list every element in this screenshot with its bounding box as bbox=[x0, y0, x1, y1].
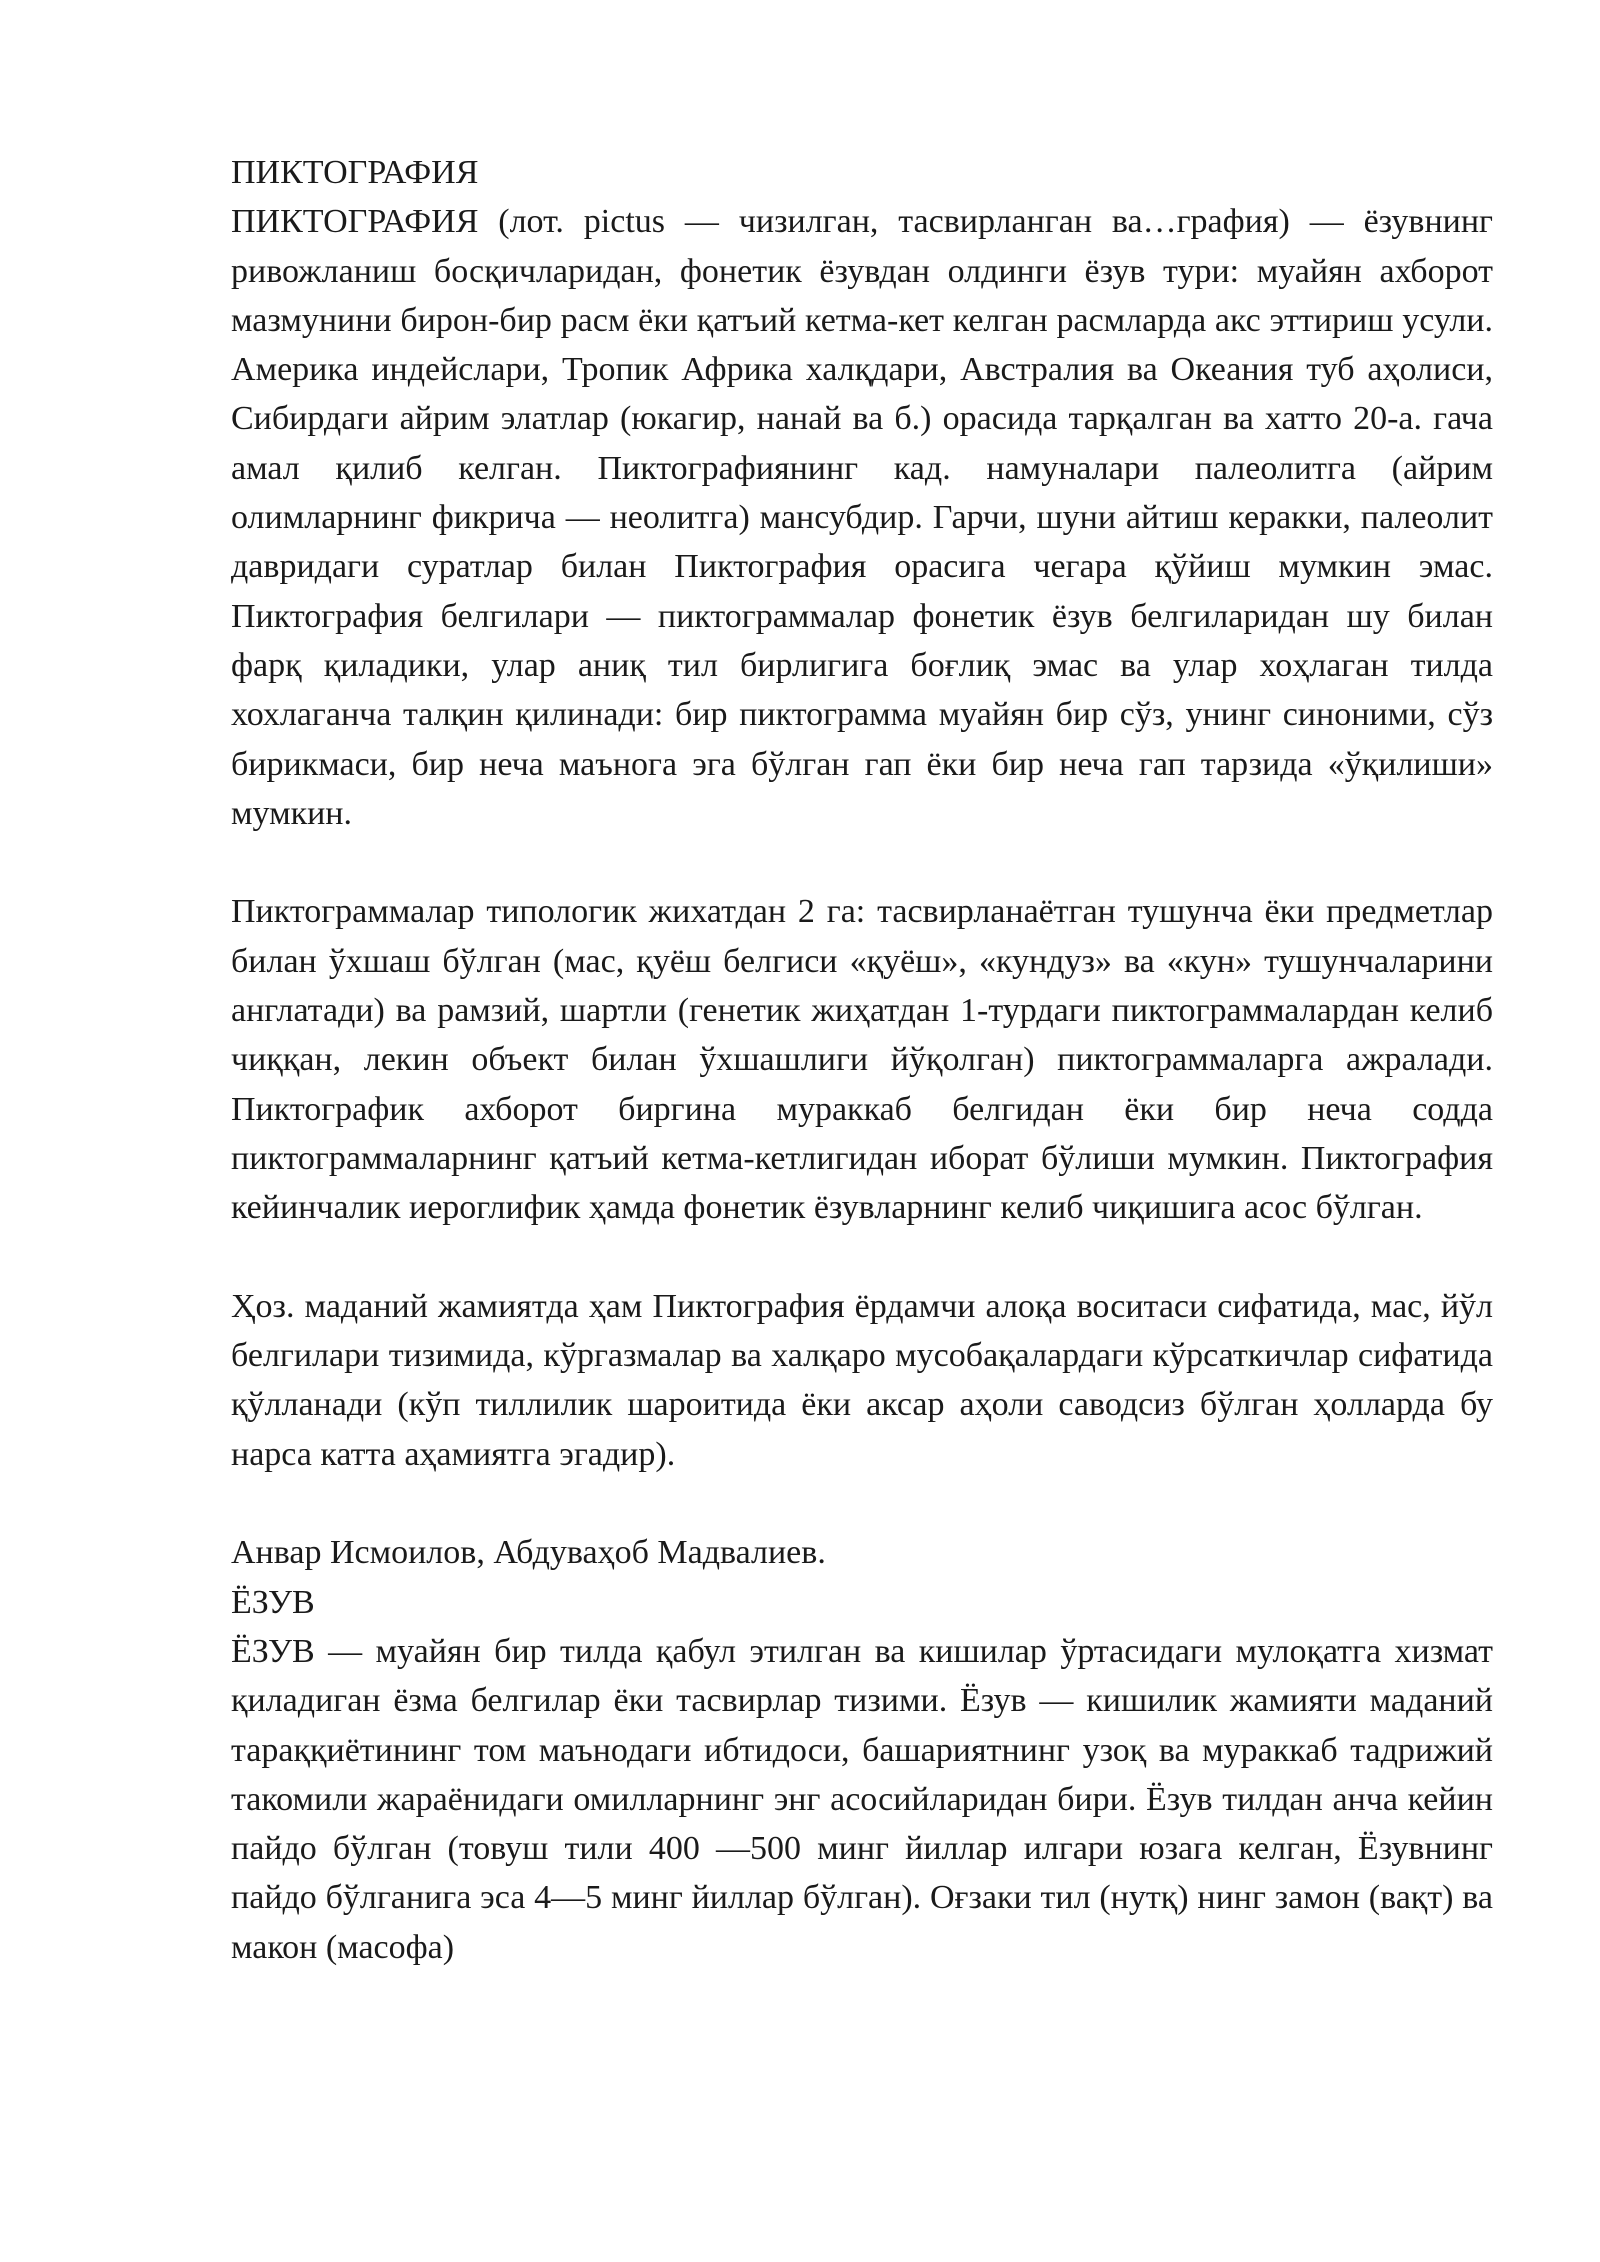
pictography-paragraph-modern-use: Ҳоз. маданий жамиятда ҳам Пиктография ёрдамчи алоқа воситаси сифатида, мас, йўл белгилари тизимида, кўргазмалар ва халқаро мусобақалардаги кўрсаткичлар сифатида қўлланади (кўп тиллилик шароитида ёки аксар аҳоли саводсиз бўлган ҳолларда бу нарса катта аҳамиятга эгадир). bbox=[231, 1287, 1493, 1473]
document-page bbox=[231, 148, 1493, 1972]
pictography-paragraph-typology: Пиктограммалар типологик жихатдан 2 га: тасвирланаётган тушунча ёки предметлар билан ўхшаш бўлган (мас, қуёш белгиси «қуёш», «кундуз» ва «кун» тушунчаларини англатади) ва рамзий, шартли (генетик жиҳатдан 1-турдаги пиктограммалардан келиб чиққан, лекин объект билан ўхшашлиги йўқолган) пиктограммаларга ажралади. Пиктографик ахборот биргина мураккаб белгидан ёки бир неча содда пиктограммаларнинг қатъий кетма-кетлигидан иборат бўлиши мумкин. Пиктография кейинчалик иероглифик ҳамда фонетик ёзувларнинг келиб чиқишига асос бўлган. bbox=[231, 893, 1493, 1227]
paragraph-spacer bbox=[231, 838, 1493, 887]
section-heading-pictography: ПИКТОГРАФИЯ bbox=[231, 154, 479, 191]
pictography-paragraph-definition: ПИКТОГРАФИЯ (лот. pictus — чизилган, тасвирланган ва…графия) — ёзувнинг ривожланиш босқичларидан, фонетик ёзувдан олдинги ёзув тури: муайян ахборот мазмунини бирон-бир расм ёки қатъий кетма-кет келган расмларда акс эттириш усули. Америка индейслари, Тропик Африка халқдари, Австралия ва Океания туб аҳолиси, Сибирдаги айрим элатлар (юкагир, нанай ва б.) орасида тарқалган ва хатто 20-а. гача амал қилиб келган. Пиктографиянинг кад. намуналари палеолитга (айрим олимларнинг фикрича — неолитга) мансубдир. Гарчи, шуни айтиш керакки, палеолит давридаги суратлар билан Пиктография орасига чегара қўйиш мумкин эмас. Пиктография белгилари — пиктограммалар фонетик ёзув белгиларидан шу билан фарқ қиладики, улар аниқ тил бирлигига боғлиқ эмас ва улар хоҳлаган тилда хохлаганча талқин қилинади: бир пиктограмма муайян бир сўз, унинг синоними, сўз бирикмаси, бир неча маънога эга бўлган гап ёки бир неча гап тарзида «ўқилиши» мумкин. bbox=[231, 203, 1493, 832]
paragraph-spacer bbox=[231, 1479, 1493, 1528]
writing-paragraph-definition: ЁЗУВ — муайян бир тилда қабул этилган ва кишилар ўртасидаги мулоқатга хизмат қиладиган ёзма белгилар ёки тасвирлар тизими. Ёзув — кишилик жамияти маданий тараққиётининг том маънодаги ибтидоси, башариятнинг узоқ ва мураккаб тадрижий такомили жараёнидаги омилларнинг энг асосийларидан бири. Ёзув тилдан анча кейин пайдо бўлган (товуш тили 400 —500 минг йиллар илгари юзага келган, Ёзувнинг пайдо бўлганига эса 4—5 минг йиллар бўлган). Оғзаки тил (нутқ) нинг замон (вақт) ва макон (масофа) bbox=[231, 1632, 1493, 1966]
section-heading-writing: ЁЗУВ bbox=[231, 1583, 315, 1621]
paragraph-spacer bbox=[231, 1233, 1493, 1282]
authors-line: Анвар Исмоилов, Абдуваҳоб Мадвалиев. bbox=[231, 1534, 826, 1572]
